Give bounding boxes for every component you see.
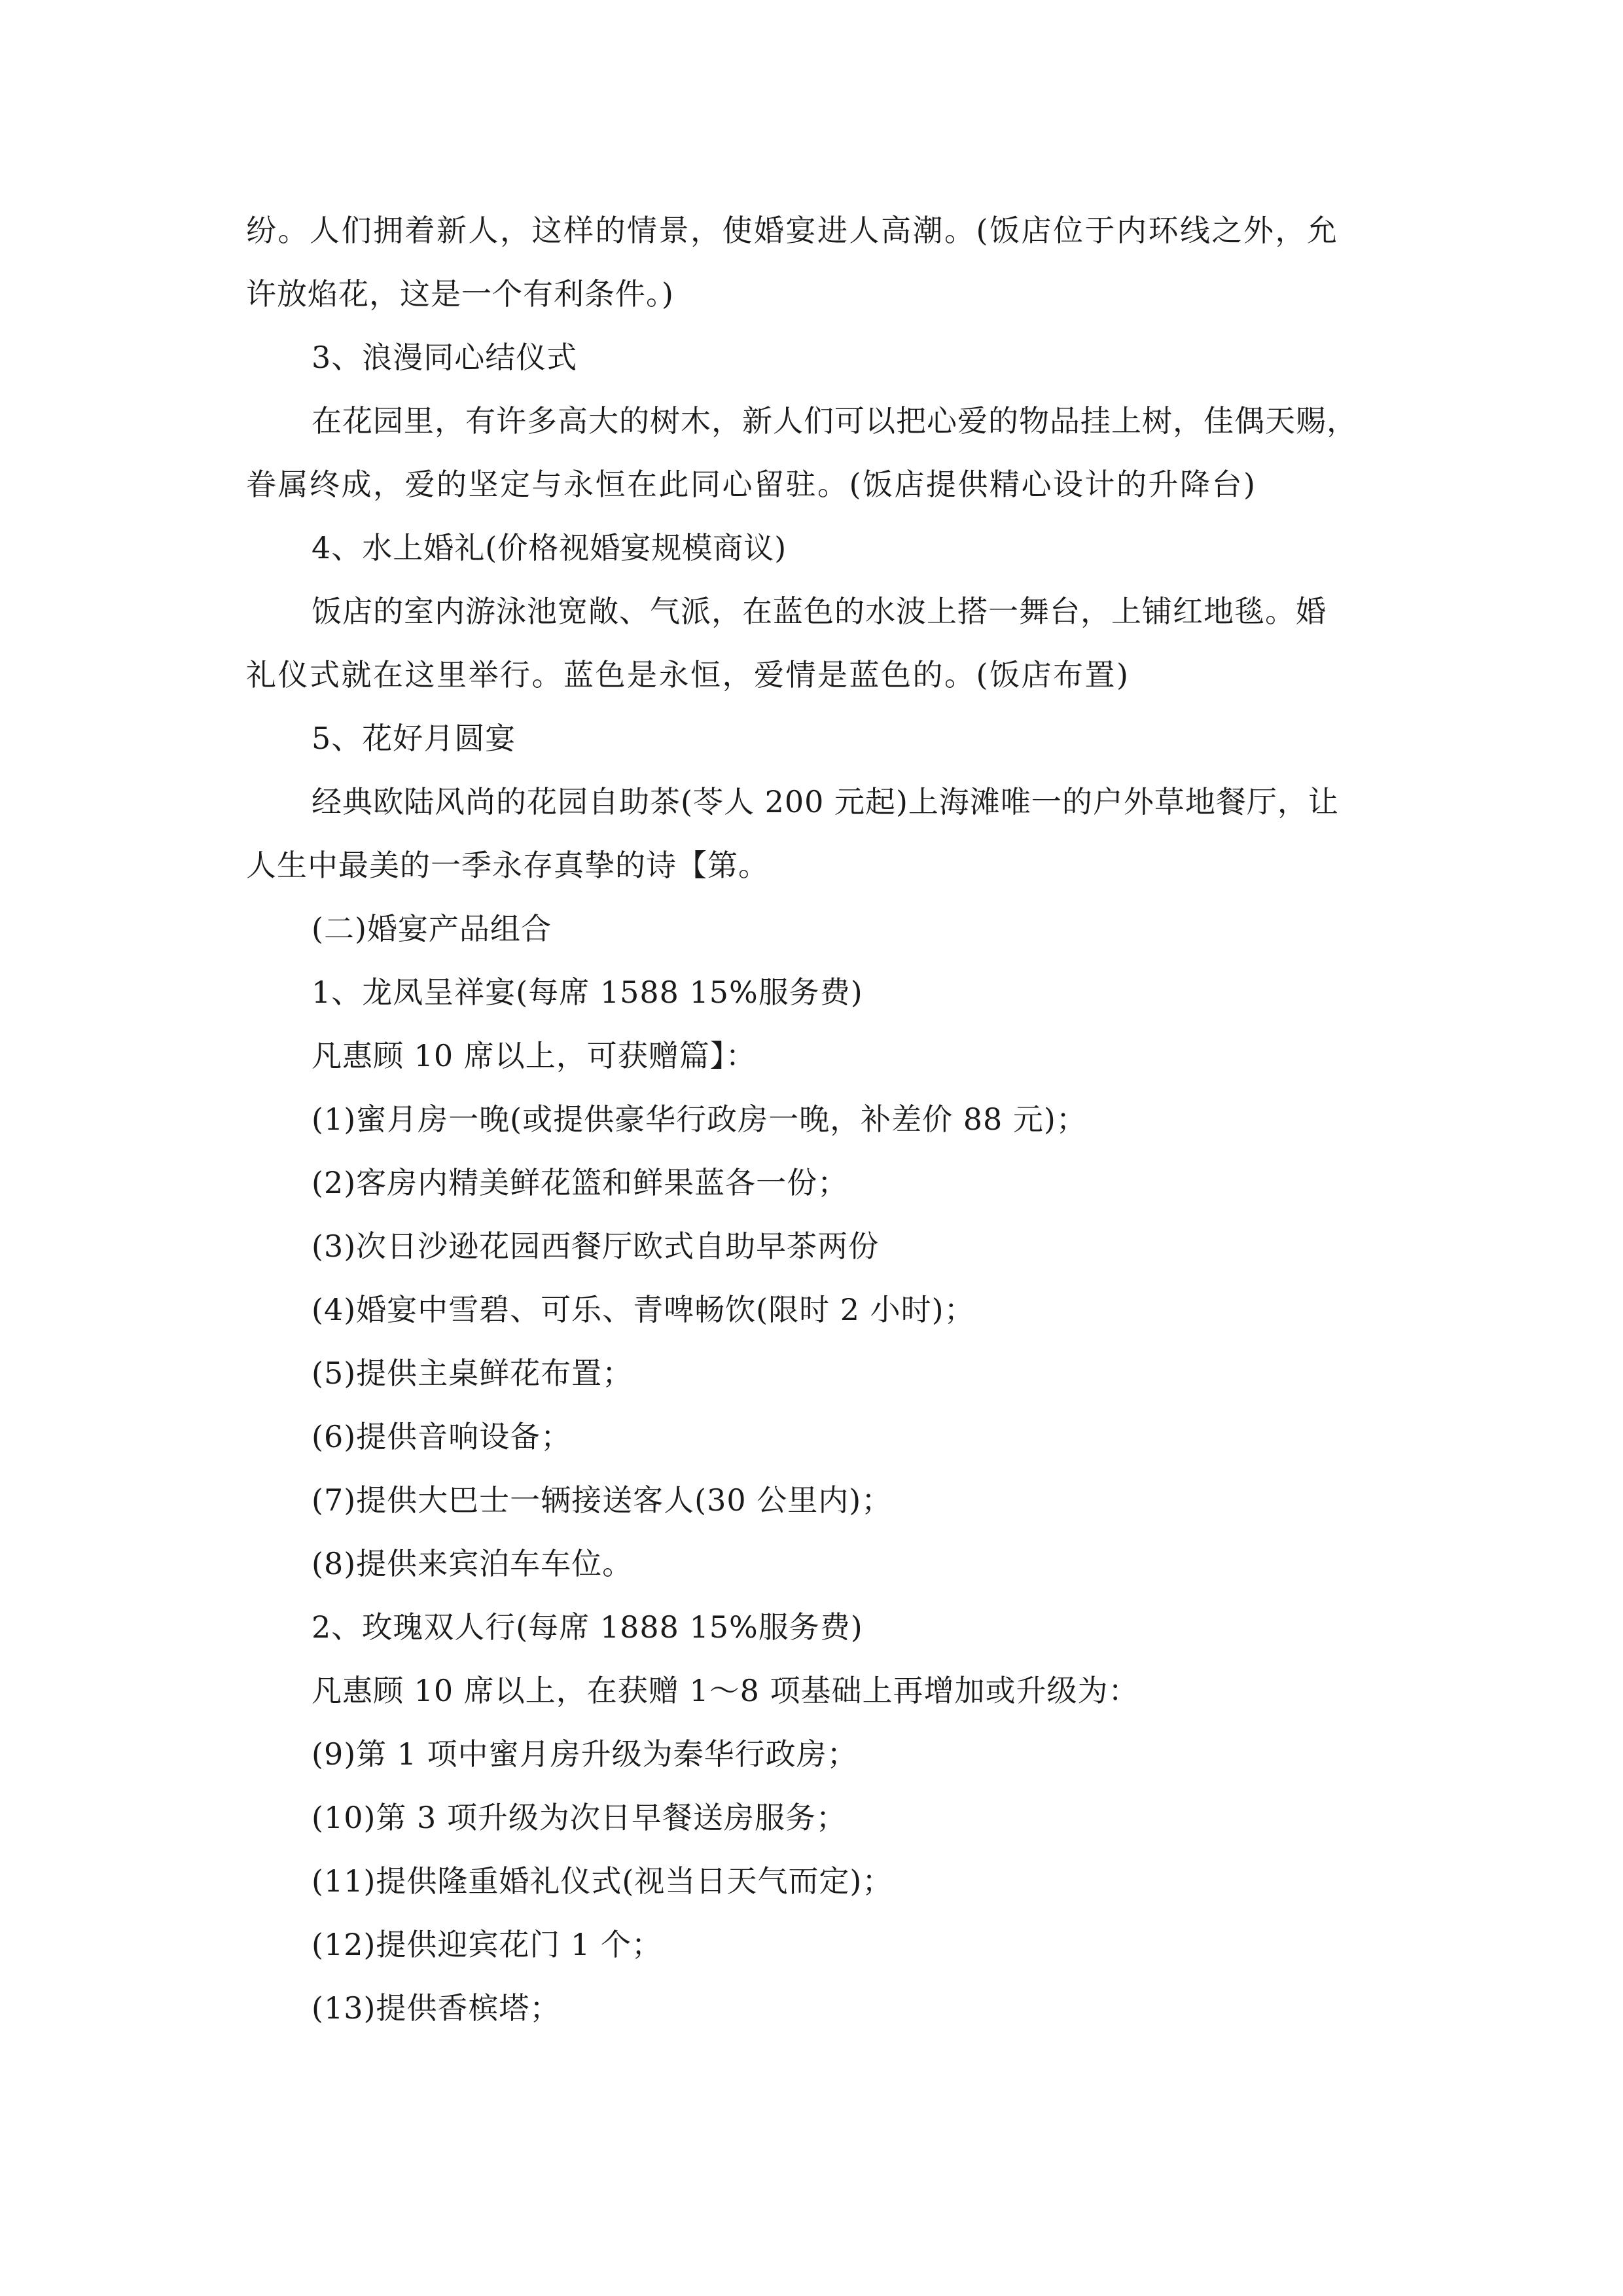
body-line: 在花园里，有许多高大的树木，新人们可以把心爱的物品挂上树，佳偶天赐， [312,403,1357,439]
list-item: (3)次日沙逊花园西餐厅欧式自助早茶两份 [312,1229,880,1264]
list-item: (8)提供来宾泊车车位。 [312,1546,633,1581]
list-item: (6)提供音响设备； [312,1419,572,1454]
body-line: 饭店的室内游泳池宽敞、气派，在蓝色的水波上搭一舞台，上铺红地毯。婚 [312,594,1327,629]
list-item: (1)蜜月房一晚(或提供豪华行政房一晚，补差价 88 元)； [312,1102,1087,1137]
section-heading: 4、水上婚礼(价格视婚宴规模商议) [312,530,787,565]
body-line: 许放焰花，这是一个有利条件。) [246,276,674,312]
section-heading: 3、浪漫同心结仪式 [312,340,578,375]
body-line: 眷属终成，爱的坚定与永恒在此同心留驻。(饭店提供精心设计的升降台) [246,467,1257,502]
section-heading: 2、玫瑰双人行(每席 1888 15%服务费) [312,1609,863,1645]
list-item: (11)提供隆重婚礼仪式(视当日天气而定)； [312,1863,893,1899]
document-body [246,199,1385,2040]
section-heading: (二)婚宴产品组合 [312,911,552,946]
list-item: (13)提供香槟塔； [312,1990,561,2026]
section-heading: 1、龙凤呈祥宴(每席 1588 15%服务费) [312,975,863,1010]
body-line: 凡惠顾 10 席以上，在获赠 1～8 项基础上再增加或升级为： [312,1673,1139,1708]
body-line: 礼仪式就在这里举行。蓝色是永恒，爱情是蓝色的。(饭店布置) [246,657,1130,692]
list-item: (9)第 1 项中蜜月房升级为秦华行政房； [312,1736,858,1772]
list-item: (7)提供大巴士一辆接送客人(30 公里内)； [312,1482,893,1518]
body-line: 纷。人们拥着新人，这样的情景，使婚宴进人高潮。(饭店位于内环线之外，允 [246,213,1339,248]
body-line: 人生中最美的一季永存真挚的诗【第。 [246,848,769,883]
list-item: (5)提供主桌鲜花布置； [312,1355,633,1391]
section-heading: 5、花好月圆宴 [312,721,516,756]
list-item: (4)婚宴中雪碧、可乐、青啤畅饮(限时 2 小时)； [312,1292,975,1327]
list-item: (2)客房内精美鲜花篮和鲜果蓝各一份； [312,1165,849,1200]
body-line: 经典欧陆风尚的花园自助茶(苓人 200 元起)上海滩唯一的户外草地餐厅，让 [312,784,1339,819]
body-line: 凡惠顾 10 席以上，可获赠篇】： [312,1038,757,1073]
list-item: (12)提供迎宾花门 1 个； [312,1927,662,1962]
list-item: (10)第 3 项升级为次日早餐送房服务； [312,1800,847,1835]
